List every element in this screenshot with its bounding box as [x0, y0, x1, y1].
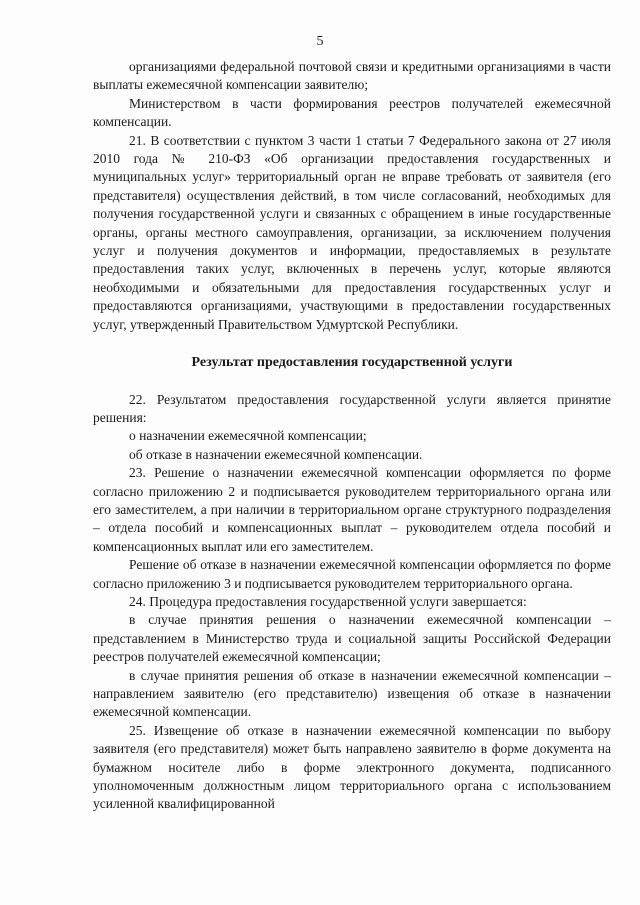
paragraph: 24. Процедура предоставления государственной услуги завершается: [129, 593, 527, 609]
paragraph: об отказе в назначении ежемесячной компенсации. [129, 446, 423, 462]
paragraph: в случае принятия решения о назначении ежемесячной компенсации – представлением в Министерство труда и социальной защиты Российской Федерации реестров получателей ежемесячной компенсации; [93, 612, 611, 665]
paragraph: 25. Извещение об отказе в назначении ежемесячной компенсации по выбору заявителя (его представителя) может быть направлено заявителю в форме документа на бумажном носителе либо в форме электронного документа, подписанного уполномоченным должностным лицом территориального органа с использованием усиленной квалифицированной [93, 722, 611, 812]
paragraph: Решение об отказе в назначении ежемесячной компенсации оформляется по форме согласно приложению 3 и подписывается руководителем территориального органа. [93, 557, 611, 591]
document-body [93, 58, 611, 814]
paragraph: 21. В соответствии с пунктом 3 части 1 статьи 7 Федерального закона от 27 июля 2010 года № 210-ФЗ «Об организации предоставления государственных и муниципальных услуг» территориальный орган не вправе требовать от заявителя (его представителя) осуществления действий, в том числе согласований, необходимых для получения государственной услуги и связанных с обращением в иные государственные органы, органы местного самоуправления, организации, за исключением получения услуг и получения документов и информации, предоставляемых в результате предоставления таких услуг, включенных в перечень услуг, которые являются необходимыми и обязательными для предоставления государственных услуг и предоставляются организациями, участвующими в предоставлении государственных услуг, утвержденный Правительством Удмуртской Республики. [93, 132, 611, 332]
paragraph: в случае принятия решения об отказе в назначении ежемесячной компенсации – направлением заявителю (его представителю) извещения об отказе в назначении ежемесячной компенсации. [93, 667, 611, 720]
paragraph: Министерством в части формирования реестров получателей ежемесячной компенсации. [93, 95, 611, 130]
paragraph: 23. Решение о назначении ежемесячной компенсации оформляется по форме согласно приложению 2 и подписывается руководителем территориального органа или его заместителем, а при наличии в территориальном органе структурного подразделения – отдела пособий и компенсационных выплат – руководителем отдела пособий и компенсационных выплат или его заместителем. [93, 465, 611, 554]
paragraph: организациями федеральной почтовой связи и кредитными организациями в части выплаты ежемесячной компенсации заявителю; [93, 59, 611, 93]
page-number: 5 [316, 34, 324, 49]
section-heading: Результат предоставления государственной услуги [191, 355, 513, 371]
paragraph: о назначении ежемесячной компенсации; [129, 428, 367, 444]
paragraph: 22. Результатом предоставления государственной услуги является принятие решения: [93, 391, 611, 425]
